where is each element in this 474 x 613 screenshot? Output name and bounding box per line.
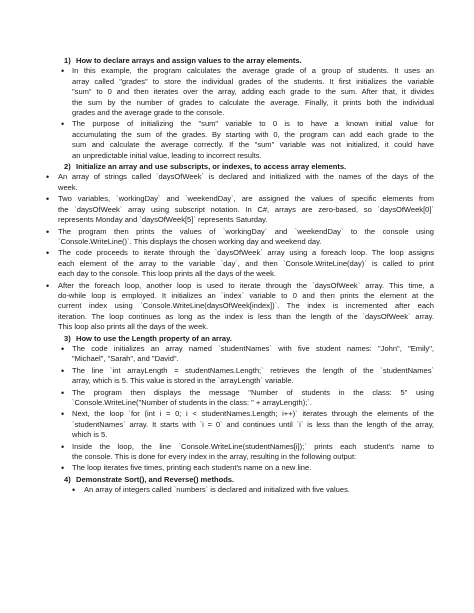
bullet-item: [46, 409, 434, 440]
section-heading: [64, 162, 434, 172]
text-line: iteration. The loop continues as long as the index is less than the length of the `daysOfWeek` array.: [58, 311, 434, 321]
text-line: • Two variables, `workingDay` and `weekendDay`, are assigned the values of specific elements from: [58, 194, 434, 204]
bullet-item: [46, 66, 434, 118]
text-line: the sum by the number of grades to calculate the average. Finally, it prints both the individual: [72, 97, 434, 107]
text-line: `Console.WriteLine("Number of students in the class: " + arrayLength);`.: [72, 398, 312, 407]
text-line: `studentNames` array. It starts with `i = 0` and continues until `i` is less than the length of the array,: [72, 419, 434, 429]
bullet-item: [46, 485, 434, 495]
text-line: • After the foreach loop, another loop is used to iterate through the `daysOfWeek` array. This time, a: [58, 280, 434, 290]
section-title: Initialize an array and use subscripts, or indexes, to access array elements.: [76, 162, 347, 172]
section-heading: [64, 56, 434, 66]
bullet-item: [46, 442, 434, 463]
bullet-item: [46, 366, 434, 387]
text-line: • The program then prints the values of `workingDay` and `weekendDay` to the console using: [58, 226, 434, 236]
section-title: How to use the Length property of an array.: [76, 333, 232, 343]
bullet-item: [46, 248, 434, 279]
bullet-item: [46, 194, 434, 225]
text-line: `Console.WriteLine()`. This displays the chosen working day and weekend day.: [58, 236, 322, 246]
text-line: • In this example, the program calculates the average grade of a group of students. It uses an: [72, 66, 434, 76]
text-line: • The code proceeds to iterate through the `daysOfWeek` array using a foreach loop. The loop assigns: [58, 248, 434, 258]
bullet-item: [46, 227, 434, 248]
text-line: sum and calculate the average correctly. If the "sum" variable was not initialized, it could have: [72, 140, 434, 150]
bullet-item: [46, 388, 434, 409]
text-line: "sum" to 0 and then iterates over the array, adding each grade to the sum. After that, it divides: [72, 87, 434, 97]
section-heading: [64, 334, 434, 344]
text-line: • The loop iterates five times, printing each student's name on a new line.: [72, 463, 312, 473]
section-title: How to declare arrays and assign values to the array elements.: [76, 56, 302, 65]
text-line: each element of the array to the variable `day`, and then `Console.WriteLine(day)` is called to print: [58, 258, 434, 268]
text-line: week.: [58, 182, 78, 192]
text-line: do-while loop is employed. It initializes an `index` variable to 0 and then prints the element at the: [58, 290, 434, 300]
section-number: 4): [64, 474, 71, 484]
text-line: each day to the console. This loop prints all the days of the week.: [58, 269, 277, 279]
text-line: • The program then displays the message "Number of students in the class: 5" using: [72, 387, 434, 397]
section-number: 1): [64, 56, 71, 65]
bullet-item: [46, 119, 434, 161]
text-line: • Inside the loop, the line `Console.WriteLine(studentNames[i]);` prints each student's name to: [72, 441, 434, 451]
text-line: the `daysOfWeek` array using subscript notation. In C#, arrays are zero-based, so `daysOfWeek[0]`: [58, 204, 434, 214]
bullet-item: [46, 344, 434, 365]
text-line: the console. This is done for every index in the array, resulting in the following output:: [72, 452, 357, 462]
text-line: • An array of integers called `numbers` is declared and initialized with five values.: [84, 485, 350, 495]
text-line: "Michael", "Sarah", and "David".: [72, 354, 179, 364]
text-line: current index using `Console.WriteLine(daysOfWeek[index])`. The index is incremented after each: [58, 301, 434, 311]
text-line: • The purpose of initializing the "sum" variable to 0 is to have a known initial value for: [72, 119, 434, 129]
text-line: This loop also prints all the days of the week.: [58, 322, 209, 332]
section-heading: [64, 475, 434, 485]
text-line: • The line `int arrayLength = studentNames.Length;` retrieves the length of the `studentNames`: [72, 365, 434, 375]
text-line: an unpredictable initial value, leading to incorrect results.: [72, 150, 262, 160]
bullet-item: [46, 463, 434, 473]
section-number: 3): [64, 333, 71, 343]
section-title: Demonstrate Sort(), and Reverse() methods.: [76, 474, 235, 484]
bullet-item: [46, 281, 434, 333]
text-line: grades and the average grade to the console.: [72, 108, 225, 118]
text-line: • The code initializes an array named `studentNames` with five student names: "John", "Emily",: [72, 343, 434, 353]
text-line: which is 5.: [72, 430, 108, 440]
text-line: • Next, the loop `for (int i = 0; i < studentNames.Length; i++)` iterates through the elements of the: [72, 409, 434, 419]
text-line: represents Monday and `daysOfWeek[5]` represents Saturday.: [58, 215, 268, 225]
text-line: array called "grades" to store the individual grades of the students. It first initializes the variable: [72, 76, 434, 86]
bullet-item: [46, 172, 434, 193]
text-line: accumulating the sum of the grades. By starting with 0, the program can add each grade to the: [72, 129, 434, 139]
text-line: array, which is 5. This value is stored in the `arrayLength` variable.: [72, 376, 294, 386]
section-number: 2): [64, 162, 71, 172]
text-line: • An array of strings called `daysOfWeek` is declared and initialized with the names of the days of the: [58, 172, 434, 182]
